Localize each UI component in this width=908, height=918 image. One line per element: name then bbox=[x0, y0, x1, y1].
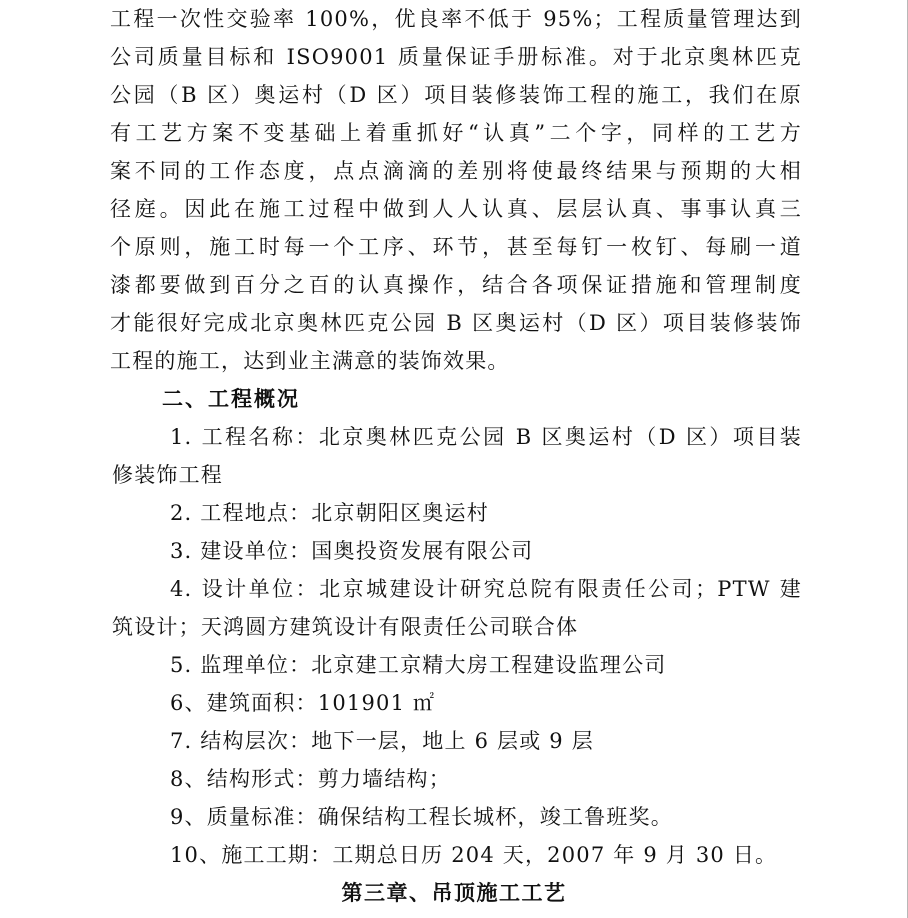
paragraph-line: 公园（B 区）奥运村（D 区）项目装修装饰工程的施工，我们在原 bbox=[110, 83, 802, 107]
list-item: 1. 工程名称：北京奥林匹克公园 B 区奥运村（D 区）项目装 bbox=[170, 425, 802, 449]
section-heading: 二、工程概况 bbox=[162, 386, 300, 411]
paragraph-line: 工程的施工，达到业主满意的装饰效果。 bbox=[110, 349, 510, 373]
list-item: 2. 工程地点：北京朝阳区奥运村 bbox=[170, 501, 489, 525]
paragraph-line: 漆都要做到百分之百的认真操作，结合各项保证措施和管理制度 bbox=[110, 273, 802, 297]
list-item-continuation: 修装饰工程 bbox=[112, 463, 223, 487]
list-item: 3. 建设单位：国奥投资发展有限公司 bbox=[170, 539, 534, 563]
list-item: 4. 设计单位：北京城建设计研究总院有限责任公司；PTW 建 bbox=[170, 577, 802, 601]
paragraph-line: 才能很好完成北京奥林匹克公园 B 区奥运村（D 区）项目装修装饰 bbox=[110, 311, 802, 335]
list-item: 5. 监理单位：北京建工京精大房工程建设监理公司 bbox=[170, 653, 667, 677]
paragraph-line: 径庭。因此在施工过程中做到人人认真、层层认真、事事认真三 bbox=[110, 197, 802, 221]
paragraph-line: 工程一次性交验率 100%，优良率不低于 95%；工程质量管理达到 bbox=[110, 7, 802, 31]
list-item: 10、施工工期：工期总日历 204 天，2007 年 9 月 30 日。 bbox=[170, 843, 778, 867]
paragraph-line: 案不同的工作态度，点点滴滴的差别将使最终结果与预期的大相 bbox=[110, 159, 802, 183]
list-item: 8、结构形式：剪力墙结构； bbox=[170, 767, 451, 791]
paragraph-line: 个原则，施工时每一个工序、环节，甚至每钉一枚钉、每刷一道 bbox=[110, 235, 802, 259]
list-item-continuation: 筑设计；天鸿圆方建筑设计有限责任公司联合体 bbox=[112, 615, 579, 639]
list-item: 6、建筑面积：101901 ㎡ bbox=[170, 691, 436, 715]
list-item: 9、质量标准：确保结构工程长城杯，竣工鲁班奖。 bbox=[170, 805, 673, 829]
chapter-heading: 第三章、吊顶施工工艺 bbox=[341, 880, 567, 905]
paragraph-line: 公司质量目标和 ISO9001 质量保证手册标准。对于北京奥林匹克 bbox=[110, 45, 802, 69]
list-item: 7. 结构层次：地下一层，地上 6 层或 9 层 bbox=[170, 729, 594, 753]
paragraph-line: 有工艺方案不变基础上着重抓好“认真”二个字，同样的工艺方 bbox=[110, 121, 802, 145]
